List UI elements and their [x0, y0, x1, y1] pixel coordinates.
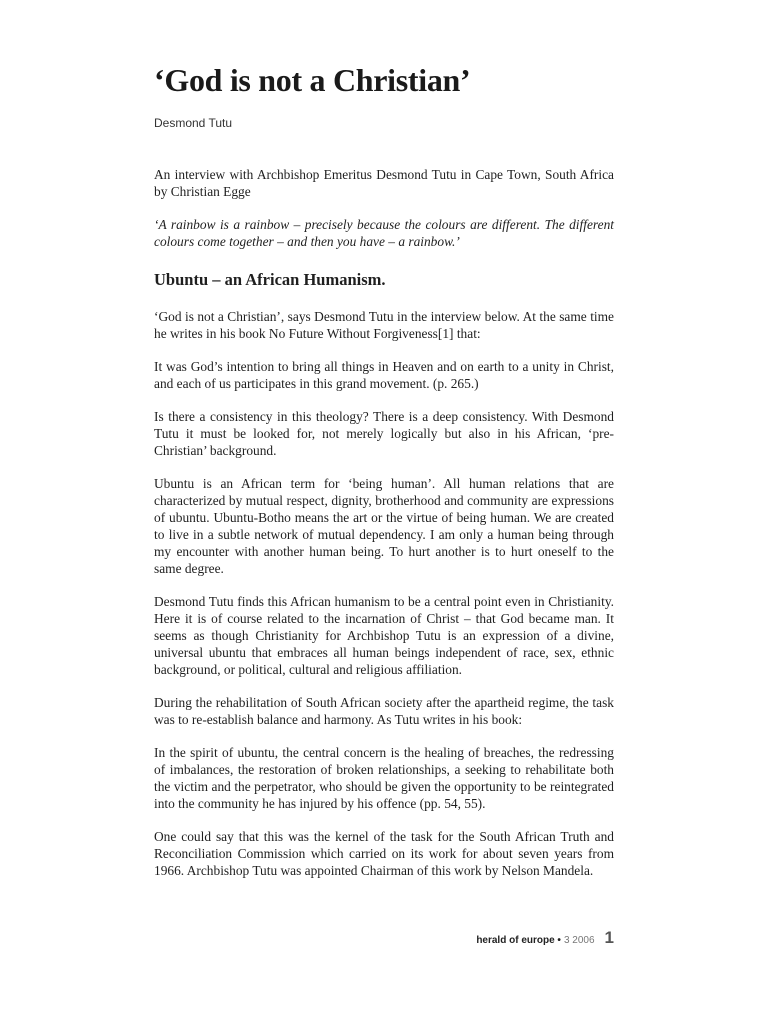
article-author: Desmond Tutu [154, 116, 233, 130]
article-body [154, 166, 614, 895]
epigraph-quote: ‘A rainbow is a rainbow – precisely because the colours are different. The different colours come together – and then you have – a rainbow.’ [154, 217, 614, 249]
page-number: 1 [604, 928, 614, 947]
intro-paragraph: An interview with Archbishop Emeritus Desmond Tutu in Cape Town, South Africa by Christian Egge [154, 167, 614, 199]
issue-number: 3 2006 [563, 935, 595, 946]
body-paragraph: Desmond Tutu finds this African humanism to be a central point even in Christianity. Here it is of course related to the incarnation of Christ – that God became man. It seems as though Christianity for Archbishop Tutu is an expression of a divine, universal ubuntu that embraces all human beings independent of race, sex, ethnic background, or political, cultural and religious affiliation. [154, 594, 614, 677]
body-paragraph: Is there a consistency in this theology? There is a deep consistency. With Desmond Tutu it must be looked for, not merely logically but also in his African, ‘pre-Christian’ background. [154, 409, 614, 458]
article-title: ‘God is not a Christian’ [154, 62, 471, 98]
journal-name: herald of europe • [476, 935, 561, 946]
body-paragraph: During the rehabilitation of South African society after the apartheid regime, the task was to re-establish balance and harmony. As Tutu writes in his book: [154, 695, 614, 727]
body-paragraph: One could say that this was the kernel of the task for the South African Truth and Reconciliation Commission which carried on its work for about seven years from 1966. Archbishop Tutu was appointed Chairman of this work by Nelson Mandela. [154, 829, 614, 878]
body-paragraph: In the spirit of ubuntu, the central concern is the healing of breaches, the redressing of imbalances, the restoration of broken relationships, a seeking to rehabilitate both the victim and the perpetrator, who should be given the opportunity to be reintegrated into the community he has injured by his offence (pp. 54, 55). [154, 745, 614, 811]
section-heading: Ubuntu – an African Humanism. [154, 270, 386, 289]
body-paragraph: It was God’s intention to bring all things in Heaven and on earth to a unity in Christ, and each of us participates in this grand movement. (p. 265.) [154, 359, 614, 391]
page-footer [476, 928, 614, 948]
body-paragraph: Ubuntu is an African term for ‘being human’. All human relations that are characterized by mutual respect, dignity, brotherhood and community are expressions of ubuntu. Ubuntu-Botho means the art or the virtue of being human. We are created to live in a subtle network of mutual dependency. I am only a human being through my encounter with another human being. To hurt another is to hurt oneself to the same degree. [154, 476, 614, 576]
body-paragraph: ‘God is not a Christian’, says Desmond Tutu in the interview below. At the same time he writes in his book No Future Without Forgiveness[1] that: [154, 309, 614, 341]
